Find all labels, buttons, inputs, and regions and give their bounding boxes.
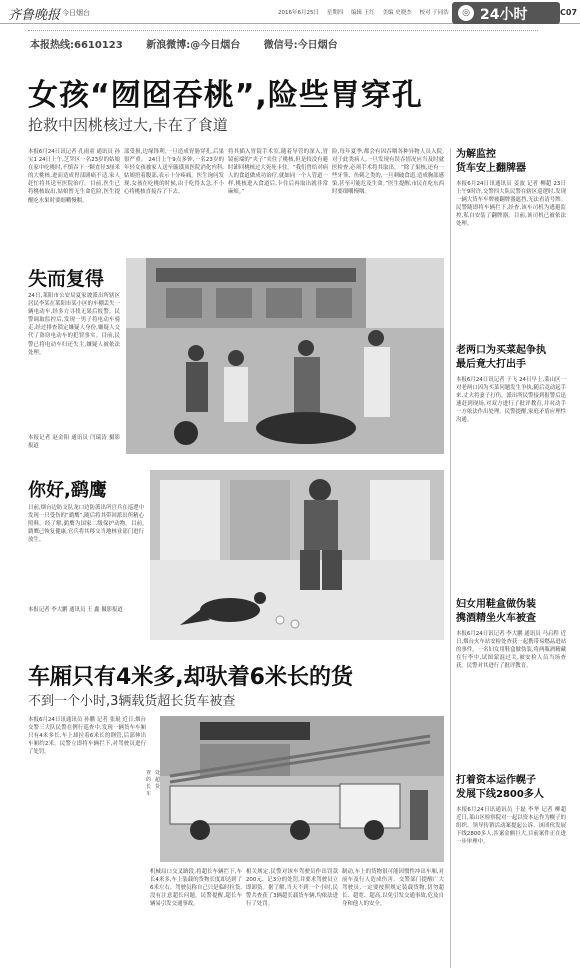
story3-body: 日前,烟台边防支队龙口边防派出所官兵在巡逻中发现一只受伤的“鹞鹰”,随后将其带回派出所精心照料。经了解,鹞鹰为国家二级保护动物。目前,鹞鹰已恢复健康,官兵将其移交当地林业部门进行放生。 (28, 505, 144, 544)
story4-col-2: 机械局口交叉路段,将超长车辆拦下,车长4米多,车上装载的货物长度却达到了6米左右。驾驶员称自己只是临时拉货,没有注意超长问题。民警提醒,超长车辆易引发交通事故。 (150, 869, 242, 908)
issue-date: 2016年6月25日 (278, 10, 319, 16)
story4-subheadline: 不到一个小时,3辆载货超长货车被查 (28, 694, 236, 709)
channel-badge (452, 2, 560, 24)
hotline-phone: 本报热线:6610123 (30, 40, 123, 51)
channel-icon: ◎ (458, 5, 474, 21)
story2-photo (126, 258, 444, 454)
lead-col-2: 部受损,边缘锋利,一旦造成胃肠穿孔,后果很严重。 24日上午9点多钟,一名23岁的年轻女孩被家人送至毓璜顶医院消化内科,姑娘捂着腹部,表示十分疼痛。医生询问发现,女孩在吃桃的时候,由于吃得太急,不小心将桃核直接吞了下去。 (124, 149, 224, 196)
hotline-bar (30, 36, 358, 51)
issue-weekday: 星期四 (326, 10, 344, 16)
issue-editor: 编辑 王红 (351, 10, 375, 16)
sidebar-2-title: 老两口为买菜起争执 最后竟大打出手 (456, 345, 546, 370)
channel-label: 24小时 (480, 7, 528, 23)
masthead (0, 0, 580, 24)
story4-photo (160, 716, 444, 862)
officer-and-bird-illustration (150, 470, 444, 640)
story2-credit: 本报记者 赵金阳 通讯员 闫瑞涛 摄影报道 (28, 435, 120, 450)
sidebar-3-title: 妇女用鞋盒做伪装 携酒精坐火车被查 (456, 599, 536, 624)
newspaper-logo: 齐鲁晚报 (8, 8, 61, 23)
sidebar-1-body: 本报6月24日讯通讯员 姜波 记者 柳超 23日上午9时许,交警四大队民警在辖区巡逻时,发现一辆大货车车牌被翻牌器遮挡,无法看清号牌。民警随即将车辆拦下,经查,该车司机为逃避监控,私自安装了翻牌器。目前,该司机已被依法处理。 (456, 181, 566, 228)
sidebar-divider (450, 148, 451, 968)
sidebar-4-title: 打着资本运作幌子 发展下线2800多人 (456, 775, 544, 800)
lead-col-1: 本报6月24日讯记者 孔雨童 通讯员 孙宝1 24日上午,芝罘区一名23岁的姑娘在家中吃桃时,不慎吞下一颗直径3厘米的大桃核,进而造成胃部剧痛不适,家人赶忙将其送至医院治疗。目前,医生已将桃核取出,姑娘暂无生命危险,医生提醒吃水果时要细嚼慢咽。 (28, 149, 120, 204)
lead-col-4: 险,每年夏季,都会有因吞咽各种异物人员入院,对于此类病人,一旦发现有误吞情况应当及时就医检查,必须手术将其取出。 “除了果核,还有一些牙签、鱼刺之类的,一旦刺破食道,造成胸部感染,甚至可能危及生命。”医生提醒,市民在吃东西时要细嚼慢咽。 (332, 149, 444, 196)
story4-headline: 车厢只有4米多,却驮着6米长的货 (28, 665, 353, 690)
hotline-wechat: 微信号:今日烟台 (263, 40, 338, 51)
top-divider (28, 30, 538, 32)
story2-body: 24日,莱阳市公安局夏家坡派出所辖区居民李某在莱阳市某小区的车棚丢失一辆电动车,经多方寻找无果后报警。民警调取监控后,发现一男子将电动车骑走,经过排查锁定嫌疑人身份,嫌疑人交代了盗窃电动车的犯罪事实。目前,民警已将电动车归还失主,嫌疑人被依法处理。 (28, 293, 120, 356)
section-name: 今日烟台 (62, 9, 90, 17)
issue-proofreader: 校对 于同浩 (419, 10, 449, 16)
sidebar-3-body: 本报6月24日讯记者 李大鹏 通讯员 马启程 近日,烟台火车站安检处查获一起携带易燃品进站的事件。一名妇女用鞋盒做伪装,将两瓶酒精藏在行李中,试图蒙混过关,被安检人员当场查获。民警对其进行了批评教育。 (456, 631, 566, 670)
story4-photo-caption: 查处的超长货车 (146, 770, 160, 797)
sidebar-1-title: 为解监控 货车安上翻牌器 (456, 149, 526, 174)
story3-photo (150, 470, 444, 640)
sidebar-4-body: 本报6月24日讯通讯员 于磊 李华 记者 柳超 近日,莱山区检察院对一起以资本运作为幌子的组织、领导传销活动案提起公诉。该团伙发展下线2800多人,涉案金额巨大,目前案件正在进一步审理中。 (456, 807, 566, 846)
lead-subheadline: 抢救中因桃核过大,卡在了食道 (28, 116, 228, 134)
story4-col-4: 制动,车上的货物很可能因惯性冲出车厢,对前车及行人造成伤害。交警部门提醒广大驾驶员,一定要按照规定装载货物,切勿超长、超宽、超高,以免引发交通事故,危及自身和他人的安全。 (342, 869, 444, 908)
sidebar-2-body: 本报6月24日讯记者 于飞 24日早上,莱山区一对老两口因为买菜问题发生争执,随后竟动起手来,丈夫将妻子打伤。派出所民警接到报警后迅速赶到现场,对双方进行了批评教育,并对动手一方依法作出处理。民警提醒,家庭矛盾应理性沟通。 (456, 377, 566, 424)
crowd-photo-illustration (126, 258, 444, 454)
story3-title: 你好,鹞鹰 (28, 480, 107, 501)
page-number: C07 (560, 8, 578, 17)
truck-photo-illustration (160, 716, 444, 862)
issue-designer: 美编 史晓杰 (382, 10, 412, 16)
lead-col-3: 将其插入胃镜手术室,随着导管的深入,胃镜前端的“夹子”夹住了桃核,但是较没有避时卸回桃核过大死死卡住。“我们曾给对病人的食道做成功治疗,就如同一个人管道一样,桃核进入食道后,卡住后再取出就非常麻烦。” (228, 149, 328, 196)
lead-headline: 女孩“囫囵吞桃”,险些胃穿孔 (28, 78, 423, 113)
story4-col-1: 本报6月24日讯通讯员 孙鹏 记者 张琨 近日,烟台交警三大队民警在例行巡查中,发现一辆货车车厢只有4米多长,车上却拉着6米长的钢管,后部伸出车厢约2米。民警立即将车辆拦下,对驾驶员进行了处罚。 (28, 717, 146, 756)
story3-credit: 本报记者 李大鹏 通讯员 王 鑫 摄影报道 (28, 607, 123, 613)
issue-meta (278, 8, 455, 16)
story4-col-3: 相关规定,民警对该车驾驶员作出罚款200元、记3分的处罚,并要求驾驶员立即卸货。据了解,当天不到一个小时,民警共查获了3辆超长载货车辆,均依法进行了处罚。 (246, 869, 338, 908)
story2-title: 失而复得 (28, 268, 105, 290)
hotline-weibo: 新浪微博:@今日烟台 (146, 40, 241, 51)
